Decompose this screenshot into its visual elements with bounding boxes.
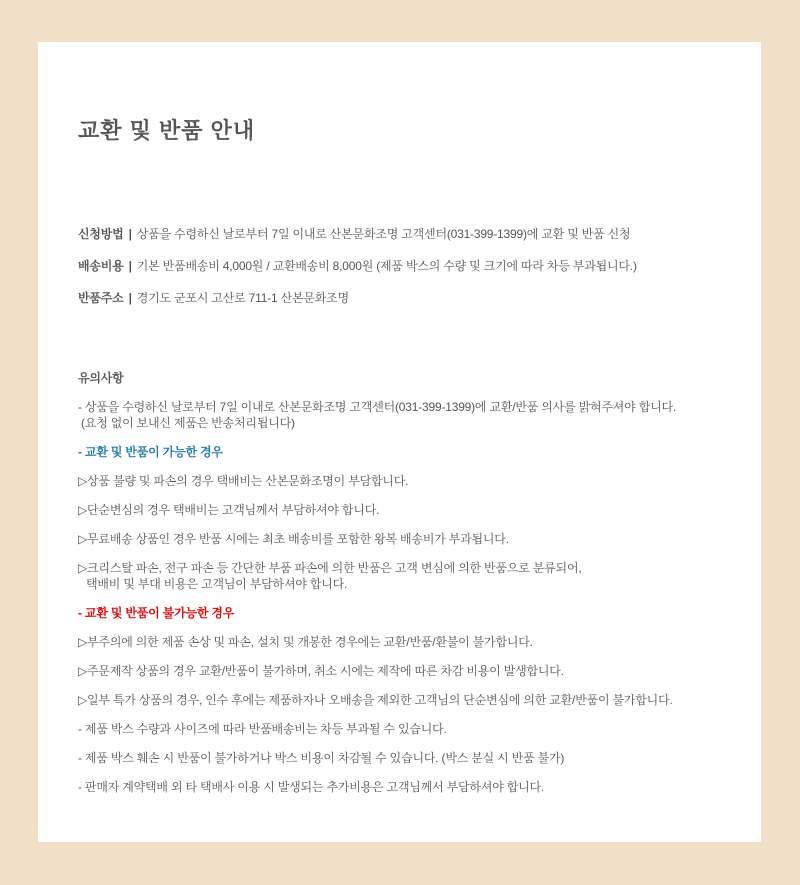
info-row-shipping-cost: [78, 258, 733, 274]
notice-item: ▷주문제작 상품의 경우 교환/반품이 불가하며, 취소 시에는 제작에 따른 차감 비용이 발생합니다.: [78, 663, 564, 678]
notice-line: 택배비 및 부대 비용은 고객님이 부담하셔야 합니다.: [86, 576, 348, 591]
notice-note: - 제품 박스 수량과 사이즈에 따라 반품배송비는 차등 부과될 수 있습니다.: [78, 721, 447, 736]
info-label: 신청방법: [78, 226, 124, 241]
info-separator: |: [128, 226, 132, 241]
notice-item: ▷무료배송 상품인 경우 반품 시에는 최초 배송비를 포함한 왕복 배송비가 부과됩니다.: [78, 531, 509, 546]
notice-section: [78, 370, 733, 795]
notice-heading-impossible: - 교환 및 반품이 불가능한 경우: [78, 605, 235, 620]
page-title: 교환 및 반품 안내: [78, 117, 256, 143]
notice-note: - 제품 박스 훼손 시 반품이 불가하거나 박스 비용이 차감될 수 있습니다. (박스 분실 시 반품 불가): [78, 750, 565, 765]
notice-item: ▷일부 특가 상품의 경우, 인수 후에는 제품하자나 오배송을 제외한 고객님의 단순변심에 의한 교환/반품이 불가합니다.: [78, 692, 673, 707]
info-label: 배송비용: [78, 258, 124, 273]
info-row-apply-method: [78, 226, 733, 242]
info-text: 경기도 군포시 고산로 711-1 산본문화조명: [136, 290, 349, 305]
notice-item: [78, 560, 733, 592]
info-separator: |: [128, 290, 132, 305]
notice-heading-possible: - 교환 및 반품이 가능한 경우: [78, 444, 223, 459]
notice-item: ▷단순변심의 경우 택배비는 고객님께서 부담하셔야 합니다.: [78, 502, 380, 517]
info-label: 반품주소: [78, 290, 124, 305]
notice-note: - 판매자 계약택배 외 타 택배사 이용 시 발생되는 추가비용은 고객님께서 부담하셔야 합니다.: [78, 779, 545, 794]
info-text: 기본 반품배송비 4,000원 / 교환배송비 8,000원 (제품 박스의 수량 및 크기에 따라 차등 부과됩니다.): [136, 258, 637, 273]
info-row-return-address: [78, 290, 733, 306]
notice-note: [78, 399, 733, 431]
info-section: [78, 226, 733, 306]
info-text: 상품을 수령하신 날로부터 7일 이내로 산본문화조명 고객센터(031-399-1399)에 교환 및 반품 신청: [136, 226, 631, 241]
notice-header: 유의사항: [78, 370, 124, 385]
info-separator: |: [128, 258, 132, 273]
notice-line: - 상품을 수령하신 날로부터 7일 이내로 산본문화조명 고객센터(031-399-1399)에 교환/반품 의사를 밝혀주셔야 합니다.: [78, 399, 677, 414]
notice-line: ▷크리스탈 파손, 전구 파손 등 간단한 부품 파손에 의한 반품은 고객 변심에 의한 반품으로 분류되어,: [78, 560, 582, 575]
notice-line: (요청 없이 보내신 제품은 반송처리됩니다): [81, 415, 295, 430]
content-card: [38, 42, 761, 842]
notice-item: ▷상품 불량 및 파손의 경우 택배비는 산본문화조명이 부담합니다.: [78, 473, 409, 488]
notice-item: ▷부주의에 의한 제품 손상 및 파손, 설치 및 개봉한 경우에는 교환/반품/환불이 불가합니다.: [78, 634, 533, 649]
